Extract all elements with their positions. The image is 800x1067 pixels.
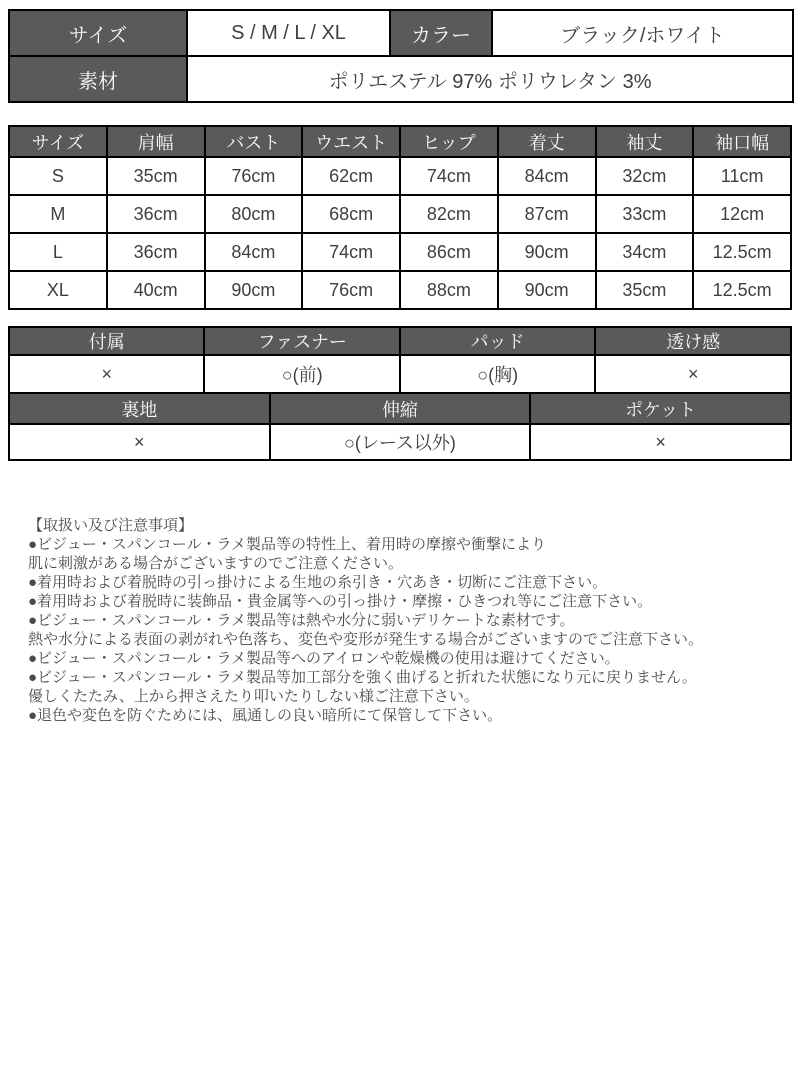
notes-line: 肌に刺激がある場合がございますのでご注意ください。 — [28, 555, 404, 572]
size-chart-cell: 90cm — [205, 271, 303, 309]
size-chart-cell: S — [9, 157, 107, 195]
size-chart-cell: 86cm — [400, 233, 498, 271]
notes-line: ●着用時および着脱時の引っ掛けによる生地の糸引き・穴あき・切断にご注意下さい。 — [28, 574, 608, 591]
features-value-cell: × — [9, 424, 270, 460]
features-header-row-2 — [9, 393, 791, 424]
size-chart-cell: 32cm — [596, 157, 694, 195]
notes-line: ●ビジュー・スパンコール・ラメ製品等へのアイロンや乾燥機の使用は避けてください。 — [28, 650, 620, 667]
features-header-cell: 伸縮 — [270, 393, 531, 424]
features-header-cell: 透け感 — [595, 327, 791, 355]
size-chart-header-cell: バスト — [205, 126, 303, 157]
size-chart-cell: 36cm — [107, 195, 205, 233]
material-value: ポリエステル 97% ポリウレタン 3% — [187, 56, 793, 102]
features-header-cell: 付属 — [9, 327, 204, 355]
size-chart-header-cell: 着丈 — [498, 126, 596, 157]
size-chart-header-cell: ウエスト — [302, 126, 400, 157]
size-chart-cell: 74cm — [400, 157, 498, 195]
size-chart-cell: 68cm — [302, 195, 400, 233]
size-chart-cell: 12cm — [693, 195, 791, 233]
size-chart-cell: 87cm — [498, 195, 596, 233]
notes-line: ●着用時および着脱時に装飾品・貴金属等への引っ掛け・摩擦・ひきつれ等にご注意下さい。 — [28, 593, 653, 610]
care-notes — [28, 516, 792, 725]
size-chart-header-row — [9, 126, 791, 157]
features-value-cell: ○(レース以外) — [270, 424, 531, 460]
color-value: ブラック/ホワイト — [492, 10, 793, 56]
size-chart-cell: 90cm — [498, 233, 596, 271]
size-chart-header-cell: ヒップ — [400, 126, 498, 157]
notes-line: ●ビジュー・スパンコール・ラメ製品等加工部分を強く曲げると折れた状態になり元に戻りません。 — [28, 669, 697, 686]
features-value-cell: × — [530, 424, 791, 460]
size-chart-header-cell: 袖丈 — [596, 126, 694, 157]
size-chart-cell: 74cm — [302, 233, 400, 271]
spec-table — [8, 9, 794, 103]
features-value-cell: ○(胸) — [400, 355, 595, 393]
size-chart-cell: 84cm — [205, 233, 303, 271]
features-table — [8, 326, 792, 461]
size-chart-row-s — [9, 157, 791, 195]
features-value-cell: ○(前) — [204, 355, 399, 393]
size-chart-header-cell: 肩幅 — [107, 126, 205, 157]
notes-line: ●ビジュー・スパンコール・ラメ製品等の特性上、着用時の摩擦や衝撃により — [28, 536, 547, 553]
notes-line: 優しくたたみ、上から押さえたり叩いたりしない様ご注意下さい。 — [28, 688, 479, 705]
color-label: カラー — [390, 10, 492, 56]
size-chart-header-cell: 袖口幅 — [693, 126, 791, 157]
features-value-cell: × — [595, 355, 791, 393]
size-chart-cell: 90cm — [498, 271, 596, 309]
size-chart-row-m — [9, 195, 791, 233]
features-value-row-2 — [9, 424, 791, 460]
features-value-row-1 — [9, 355, 791, 393]
size-label: サイズ — [9, 10, 187, 56]
size-chart-cell: 34cm — [596, 233, 694, 271]
notes-line: ●ビジュー・スパンコール・ラメ製品等は熱や水分に弱いデリケートな素材です。 — [28, 612, 575, 629]
features-header-cell: ファスナー — [204, 327, 399, 355]
size-chart-cell: 76cm — [205, 157, 303, 195]
notes-line: ●退色や変色を防ぐためには、風通しの良い暗所にて保管して下さい。 — [28, 707, 503, 724]
spec-row-material — [9, 56, 793, 102]
size-chart-cell: 84cm — [498, 157, 596, 195]
size-chart-cell: 33cm — [596, 195, 694, 233]
size-chart-cell: 40cm — [107, 271, 205, 309]
notes-line: 熱や水分による表面の剥がれや色落ち、変色や変形が発生する場合がございますのでご注意下さい。 — [28, 631, 704, 648]
size-chart-cell: 88cm — [400, 271, 498, 309]
size-chart-cell: 62cm — [302, 157, 400, 195]
features-header-row-1 — [9, 327, 791, 355]
size-chart-cell: 35cm — [596, 271, 694, 309]
size-value: S / M / L / XL — [187, 10, 390, 56]
size-chart-cell: L — [9, 233, 107, 271]
features-value-cell: × — [9, 355, 204, 393]
size-chart-cell: 36cm — [107, 233, 205, 271]
notes-title: 【取扱い及び注意事項】 — [28, 517, 194, 534]
spec-row-size-color — [9, 10, 793, 56]
features-header-cell: ポケット — [530, 393, 791, 424]
material-label: 素材 — [9, 56, 187, 102]
size-chart-row-xl — [9, 271, 791, 309]
features-header-cell: 裏地 — [9, 393, 270, 424]
size-chart-cell: 35cm — [107, 157, 205, 195]
size-chart-cell: 80cm — [205, 195, 303, 233]
size-chart-cell: 11cm — [693, 157, 791, 195]
features-header-cell: パッド — [400, 327, 595, 355]
size-chart-cell: 82cm — [400, 195, 498, 233]
size-chart-cell: 12.5cm — [693, 233, 791, 271]
size-chart-header-cell: サイズ — [9, 126, 107, 157]
size-chart-cell: M — [9, 195, 107, 233]
size-chart-row-l — [9, 233, 791, 271]
size-chart-cell: XL — [9, 271, 107, 309]
size-chart-cell: 12.5cm — [693, 271, 791, 309]
size-chart-cell: 76cm — [302, 271, 400, 309]
size-chart-table — [8, 125, 792, 310]
